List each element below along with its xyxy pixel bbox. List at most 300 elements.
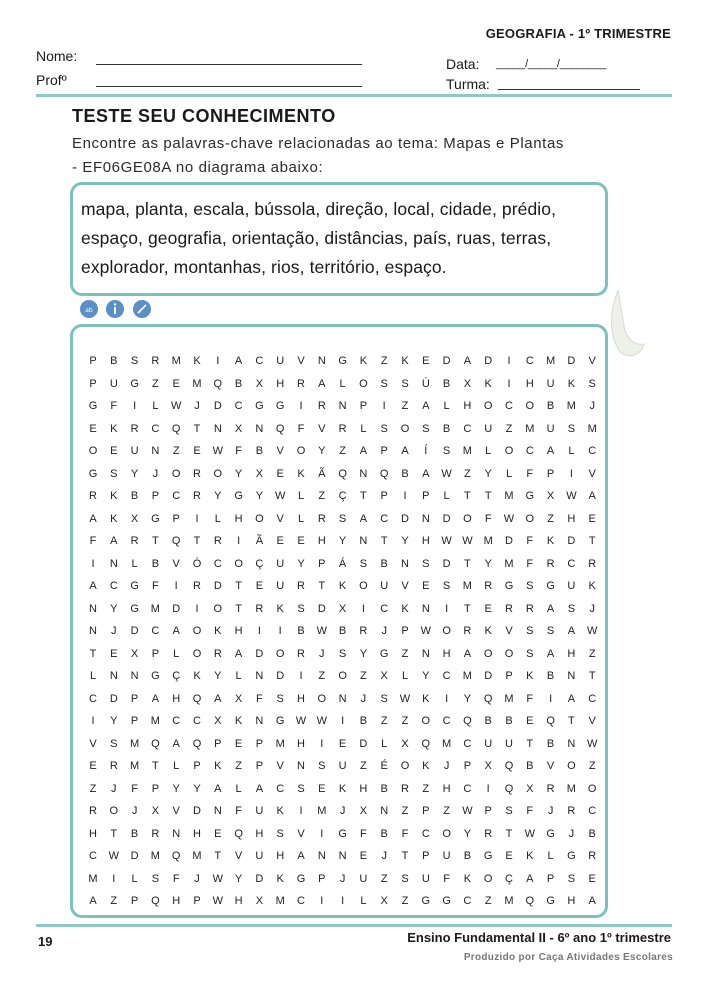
grid-letter[interactable]: B bbox=[359, 715, 368, 727]
grid-letter[interactable]: W bbox=[399, 692, 411, 705]
grid-letter[interactable]: X bbox=[463, 377, 472, 390]
grid-letter[interactable]: L bbox=[339, 377, 346, 390]
grid-letter[interactable]: O bbox=[296, 445, 306, 457]
grid-letter[interactable]: L bbox=[443, 490, 450, 502]
grid-letter[interactable]: C bbox=[442, 670, 451, 682]
grid-letter[interactable]: J bbox=[111, 625, 117, 637]
grid-letter[interactable]: R bbox=[588, 850, 597, 862]
grid-letter[interactable]: M bbox=[192, 850, 202, 862]
grid-letter[interactable]: B bbox=[442, 422, 451, 435]
grid-letter[interactable]: M bbox=[504, 692, 514, 705]
grid-letter[interactable]: T bbox=[464, 490, 471, 502]
grid-letter[interactable]: H bbox=[172, 692, 181, 705]
grid-letter[interactable]: J bbox=[111, 782, 117, 795]
teacher-field-line[interactable] bbox=[96, 86, 362, 87]
grid-letter[interactable]: R bbox=[401, 782, 409, 795]
grid-letter[interactable]: Ó bbox=[192, 557, 202, 570]
grid-letter[interactable]: A bbox=[588, 895, 596, 907]
grid-letter[interactable]: G bbox=[421, 895, 431, 907]
grid-letter[interactable]: E bbox=[297, 535, 305, 547]
grid-letter[interactable]: G bbox=[338, 355, 347, 367]
grid-letter[interactable]: A bbox=[234, 647, 243, 660]
grid-letter[interactable]: Y bbox=[110, 602, 118, 615]
grid-letter[interactable]: N bbox=[338, 400, 347, 412]
grid-letter[interactable]: M bbox=[462, 670, 472, 682]
grid-letter[interactable]: I bbox=[445, 692, 449, 705]
grid-letter[interactable]: L bbox=[173, 647, 180, 660]
grid-letter[interactable]: S bbox=[110, 467, 118, 480]
grid-letter[interactable]: O bbox=[88, 445, 98, 457]
grid-letter[interactable]: L bbox=[547, 850, 554, 862]
grid-letter[interactable]: O bbox=[525, 512, 535, 525]
grid-letter[interactable]: C bbox=[588, 445, 597, 457]
grid-letter[interactable]: V bbox=[172, 805, 180, 817]
grid-letter[interactable]: P bbox=[255, 760, 264, 772]
grid-letter[interactable]: K bbox=[546, 535, 555, 547]
grid-letter[interactable]: U bbox=[359, 872, 368, 885]
grid-letter[interactable]: R bbox=[567, 805, 576, 817]
grid-letter[interactable]: C bbox=[525, 355, 534, 367]
grid-letter[interactable]: J bbox=[194, 400, 200, 412]
grid-letter[interactable]: U bbox=[255, 850, 264, 862]
grid-letter[interactable]: D bbox=[567, 535, 576, 547]
grid-letter[interactable]: E bbox=[172, 377, 180, 390]
grid-letter[interactable]: T bbox=[214, 850, 222, 862]
grid-letter[interactable]: Y bbox=[463, 827, 472, 840]
grid-letter[interactable]: X bbox=[234, 422, 243, 435]
grid-letter[interactable]: Q bbox=[213, 377, 223, 390]
grid-letter[interactable]: P bbox=[318, 872, 326, 885]
grid-letter[interactable]: I bbox=[91, 715, 95, 727]
grid-letter[interactable]: M bbox=[150, 850, 160, 862]
grid-letter[interactable]: Z bbox=[443, 805, 450, 817]
grid-letter[interactable]: Y bbox=[234, 467, 243, 480]
grid-letter[interactable]: H bbox=[463, 400, 472, 412]
grid-letter[interactable]: E bbox=[89, 760, 97, 772]
grid-letter[interactable]: B bbox=[380, 557, 388, 570]
grid-letter[interactable]: C bbox=[463, 895, 472, 907]
grid-letter[interactable]: A bbox=[214, 782, 222, 795]
grid-letter[interactable]: O bbox=[359, 377, 368, 390]
grid-letter[interactable]: X bbox=[255, 377, 264, 390]
grid-letter[interactable]: S bbox=[442, 580, 451, 592]
grid-letter[interactable]: Y bbox=[234, 872, 243, 885]
grid-letter[interactable]: N bbox=[567, 670, 576, 682]
grid-letter[interactable]: H bbox=[317, 535, 326, 547]
grid-letter[interactable]: I bbox=[486, 782, 490, 795]
grid-letter[interactable]: M bbox=[150, 715, 160, 727]
grid-letter[interactable]: U bbox=[380, 580, 389, 592]
grid-letter[interactable]: Q bbox=[234, 827, 243, 840]
grid-letter[interactable]: K bbox=[110, 490, 118, 502]
grid-letter[interactable]: Y bbox=[255, 490, 264, 502]
grid-letter[interactable]: X bbox=[401, 737, 409, 750]
grid-letter[interactable]: I bbox=[320, 737, 324, 750]
grid-letter[interactable]: P bbox=[546, 872, 555, 885]
grid-letter[interactable]: N bbox=[421, 647, 430, 660]
grid-letter[interactable]: G bbox=[255, 400, 264, 412]
grid-letter[interactable]: Z bbox=[318, 490, 326, 502]
grid-letter[interactable]: R bbox=[109, 760, 118, 772]
grid-letter[interactable]: S bbox=[380, 422, 388, 435]
grid-letter[interactable]: Q bbox=[171, 535, 181, 547]
grid-letter[interactable]: W bbox=[441, 535, 452, 547]
grid-letter[interactable]: J bbox=[319, 647, 325, 660]
grid-letter[interactable]: C bbox=[463, 422, 472, 435]
grid-letter[interactable]: P bbox=[380, 490, 388, 502]
grid-letter[interactable]: A bbox=[172, 625, 180, 637]
grid-letter[interactable]: M bbox=[192, 377, 202, 390]
grid-letter[interactable]: Y bbox=[463, 692, 472, 705]
grid-letter[interactable]: G bbox=[567, 850, 576, 862]
grid-letter[interactable]: L bbox=[297, 512, 305, 525]
grid-letter[interactable]: W bbox=[566, 490, 577, 502]
grid-letter[interactable]: S bbox=[567, 422, 576, 435]
grid-letter[interactable]: Í bbox=[424, 445, 428, 457]
grid-letter[interactable]: D bbox=[213, 400, 222, 412]
grid-letter[interactable]: F bbox=[110, 400, 118, 412]
grid-letter[interactable]: E bbox=[588, 512, 596, 525]
grid-letter[interactable]: M bbox=[587, 422, 597, 435]
grid-letter[interactable]: B bbox=[151, 557, 160, 570]
grid-letter[interactable]: T bbox=[380, 535, 388, 547]
grid-letter[interactable]: P bbox=[89, 355, 97, 367]
grid-letter[interactable]: S bbox=[422, 422, 430, 435]
grid-letter[interactable]: Z bbox=[339, 445, 346, 457]
grid-letter[interactable]: T bbox=[464, 602, 471, 615]
grid-letter[interactable]: X bbox=[130, 647, 139, 660]
grid-letter[interactable]: U bbox=[546, 377, 555, 390]
grid-letter[interactable]: L bbox=[443, 400, 450, 412]
grid-letter[interactable]: P bbox=[359, 400, 368, 412]
grid-letter[interactable]: K bbox=[276, 805, 284, 817]
grid-letter[interactable]: W bbox=[316, 715, 327, 727]
grid-letter[interactable]: R bbox=[193, 467, 201, 480]
grid-letter[interactable]: Z bbox=[401, 805, 409, 817]
grid-letter[interactable]: I bbox=[299, 805, 303, 817]
grid-letter[interactable]: P bbox=[172, 512, 180, 525]
grid-letter[interactable]: Y bbox=[422, 670, 430, 682]
grid-letter[interactable]: F bbox=[526, 692, 534, 705]
grid-letter[interactable]: A bbox=[463, 647, 472, 660]
grid-letter[interactable]: G bbox=[546, 895, 555, 907]
grid-letter[interactable]: M bbox=[317, 805, 327, 817]
grid-letter[interactable]: P bbox=[505, 670, 513, 682]
grid-letter[interactable]: Ç bbox=[505, 872, 513, 885]
grid-letter[interactable]: G bbox=[88, 467, 98, 480]
grid-letter[interactable]: O bbox=[525, 400, 535, 412]
grid-letter[interactable]: Q bbox=[151, 737, 160, 750]
grid-letter[interactable]: X bbox=[255, 467, 264, 480]
grid-letter[interactable]: T bbox=[464, 557, 471, 570]
grid-letter[interactable]: Z bbox=[422, 782, 430, 795]
grid-letter[interactable]: G bbox=[234, 490, 243, 502]
grid-letter[interactable]: X bbox=[380, 670, 388, 682]
grid-letter[interactable]: X bbox=[151, 805, 160, 817]
grid-letter[interactable]: K bbox=[567, 377, 576, 390]
grid-letter[interactable]: N bbox=[567, 737, 576, 750]
grid-letter[interactable]: P bbox=[151, 782, 160, 795]
grid-letter[interactable]: H bbox=[172, 895, 181, 907]
grid-letter[interactable]: A bbox=[172, 737, 180, 750]
grid-letter[interactable]: K bbox=[588, 580, 596, 592]
grid-letter[interactable]: O bbox=[275, 647, 285, 660]
grid-letter[interactable]: B bbox=[338, 625, 347, 637]
grid-letter[interactable]: C bbox=[89, 692, 97, 705]
grid-letter[interactable]: Y bbox=[318, 445, 326, 457]
grid-letter[interactable]: I bbox=[361, 602, 365, 615]
grid-letter[interactable]: O bbox=[234, 557, 243, 570]
grid-letter[interactable]: O bbox=[338, 670, 347, 682]
grid-letter[interactable]: G bbox=[151, 670, 160, 682]
grid-letter[interactable]: Y bbox=[130, 467, 139, 480]
grid-letter[interactable]: Y bbox=[110, 715, 118, 727]
grid-letter[interactable]: R bbox=[546, 557, 555, 570]
grid-letter[interactable]: P bbox=[380, 445, 388, 457]
grid-letter[interactable]: N bbox=[338, 692, 347, 705]
grid-letter[interactable]: V bbox=[318, 422, 326, 435]
grid-letter[interactable]: P bbox=[130, 895, 139, 907]
grid-letter[interactable]: T bbox=[152, 535, 159, 547]
grid-letter[interactable]: F bbox=[152, 580, 159, 592]
grid-letter[interactable]: J bbox=[194, 872, 200, 885]
grid-letter[interactable]: B bbox=[380, 827, 388, 840]
grid-letter[interactable]: I bbox=[195, 512, 199, 525]
grid-letter[interactable]: S bbox=[567, 602, 576, 615]
grid-letter[interactable]: I bbox=[341, 895, 345, 907]
grid-letter[interactable]: K bbox=[110, 512, 118, 525]
grid-letter[interactable]: P bbox=[546, 467, 555, 480]
grid-letter[interactable]: L bbox=[173, 760, 180, 772]
grid-letter[interactable]: C bbox=[109, 580, 118, 592]
grid-letter[interactable]: G bbox=[275, 715, 285, 727]
grid-letter[interactable]: C bbox=[172, 490, 181, 502]
grid-letter[interactable]: T bbox=[484, 490, 492, 502]
grid-letter[interactable]: R bbox=[484, 580, 493, 592]
grid-letter[interactable]: U bbox=[546, 422, 555, 435]
grid-letter[interactable]: N bbox=[109, 670, 118, 682]
grid-letter[interactable]: U bbox=[338, 760, 347, 772]
grid-letter[interactable]: C bbox=[89, 850, 97, 862]
grid-letter[interactable]: N bbox=[172, 827, 181, 840]
grid-letter[interactable]: H bbox=[567, 512, 576, 525]
grid-letter[interactable]: H bbox=[567, 895, 576, 907]
grid-letter[interactable]: O bbox=[567, 760, 576, 772]
grid-letter[interactable]: A bbox=[110, 535, 118, 547]
grid-letter[interactable]: M bbox=[504, 895, 514, 907]
grid-letter[interactable]: D bbox=[442, 512, 451, 525]
grid-letter[interactable]: Z bbox=[401, 895, 409, 907]
grid-letter[interactable]: X bbox=[130, 512, 139, 525]
grid-letter[interactable]: Z bbox=[110, 895, 118, 907]
grid-letter[interactable]: G bbox=[151, 512, 160, 525]
grid-letter[interactable]: W bbox=[316, 625, 327, 637]
grid-letter[interactable]: Z bbox=[547, 512, 554, 525]
grid-letter[interactable]: O bbox=[483, 400, 493, 412]
grid-letter[interactable]: H bbox=[89, 827, 97, 840]
grid-letter[interactable]: Q bbox=[421, 737, 431, 750]
grid-letter[interactable]: V bbox=[588, 355, 596, 367]
grid-letter[interactable]: C bbox=[463, 782, 472, 795]
grid-letter[interactable]: M bbox=[462, 445, 472, 457]
grid-letter[interactable]: W bbox=[441, 467, 452, 480]
grid-letter[interactable]: M bbox=[546, 355, 556, 367]
grid-letter[interactable]: Q bbox=[171, 850, 181, 862]
grid-letter[interactable]: Y bbox=[193, 782, 201, 795]
grid-letter[interactable]: J bbox=[381, 850, 387, 862]
grid-letter[interactable]: Ú bbox=[421, 377, 430, 390]
grid-letter[interactable]: U bbox=[567, 580, 576, 592]
grid-letter[interactable]: Z bbox=[401, 400, 409, 412]
grid-letter[interactable]: O bbox=[442, 625, 451, 637]
grid-letter[interactable]: N bbox=[255, 422, 264, 435]
grid-letter[interactable]: Z bbox=[235, 760, 242, 772]
grid-letter[interactable]: G bbox=[546, 580, 555, 592]
grid-letter[interactable]: E bbox=[318, 782, 326, 795]
grid-letter[interactable]: B bbox=[401, 467, 409, 480]
grid-letter[interactable]: B bbox=[130, 490, 139, 502]
grid-letter[interactable]: I bbox=[91, 557, 95, 570]
grid-letter[interactable]: I bbox=[174, 580, 178, 592]
grid-letter[interactable]: N bbox=[89, 602, 97, 615]
grid-letter[interactable]: K bbox=[338, 580, 347, 592]
grid-letter[interactable]: D bbox=[359, 737, 368, 750]
grid-letter[interactable]: U bbox=[276, 557, 285, 570]
grid-letter[interactable]: K bbox=[297, 467, 305, 480]
grid-letter[interactable]: O bbox=[359, 580, 368, 592]
grid-letter[interactable]: B bbox=[234, 377, 243, 390]
date-field[interactable]: _____/_____/________ bbox=[496, 58, 607, 70]
grid-letter[interactable]: L bbox=[131, 872, 138, 885]
grid-letter[interactable]: K bbox=[234, 715, 243, 727]
grid-letter[interactable]: Z bbox=[152, 377, 159, 390]
grid-letter[interactable]: P bbox=[422, 805, 430, 817]
grid-letter[interactable]: J bbox=[547, 805, 554, 817]
grid-letter[interactable]: W bbox=[170, 400, 182, 412]
grid-letter[interactable]: Q bbox=[192, 737, 202, 750]
grid-letter[interactable]: P bbox=[318, 557, 326, 570]
grid-letter[interactable]: L bbox=[89, 670, 97, 682]
grid-letter[interactable]: S bbox=[338, 647, 347, 660]
grid-letter[interactable]: N bbox=[297, 760, 305, 772]
grid-letter[interactable]: H bbox=[193, 827, 201, 840]
grid-letter[interactable]: F bbox=[89, 535, 97, 547]
grid-letter[interactable]: D bbox=[442, 557, 451, 570]
grid-letter[interactable]: M bbox=[150, 602, 160, 615]
grid-letter[interactable]: A bbox=[463, 355, 472, 367]
grid-letter[interactable]: M bbox=[462, 580, 472, 592]
grid-letter[interactable]: N bbox=[359, 467, 368, 480]
grid-letter[interactable]: R bbox=[546, 782, 555, 795]
grid-letter[interactable]: C bbox=[213, 557, 222, 570]
grid-letter[interactable]: A bbox=[89, 580, 97, 592]
grid-letter[interactable]: R bbox=[588, 557, 597, 570]
grid-letter[interactable]: S bbox=[442, 445, 451, 457]
grid-letter[interactable]: T bbox=[235, 602, 242, 615]
grid-letter[interactable]: U bbox=[484, 422, 493, 435]
grid-letter[interactable]: L bbox=[568, 445, 575, 457]
grid-letter[interactable]: W bbox=[295, 715, 307, 727]
grid-letter[interactable]: Z bbox=[360, 760, 367, 772]
grid-letter[interactable]: V bbox=[276, 760, 284, 772]
grid-letter[interactable]: Z bbox=[588, 647, 596, 660]
grid-letter[interactable]: H bbox=[525, 377, 534, 390]
grid-letter[interactable]: S bbox=[380, 692, 388, 705]
grid-letter[interactable]: O bbox=[213, 467, 223, 480]
grid-letter[interactable]: N bbox=[130, 670, 139, 682]
grid-letter[interactable]: C bbox=[463, 737, 472, 750]
grid-letter[interactable]: W bbox=[108, 850, 119, 862]
grid-letter[interactable]: G bbox=[130, 377, 139, 390]
grid-letter[interactable]: D bbox=[172, 602, 181, 615]
grid-letter[interactable]: Q bbox=[546, 715, 555, 727]
grid-letter[interactable]: G bbox=[483, 850, 493, 862]
grid-letter[interactable]: P bbox=[463, 760, 472, 772]
grid-letter[interactable]: C bbox=[297, 895, 305, 907]
grid-letter[interactable]: L bbox=[401, 670, 409, 682]
grid-letter[interactable]: J bbox=[589, 400, 595, 412]
grid-letter[interactable]: R bbox=[151, 827, 160, 840]
grid-letter[interactable]: H bbox=[297, 737, 305, 750]
grid-letter[interactable]: V bbox=[546, 760, 555, 772]
grid-letter[interactable]: V bbox=[297, 827, 305, 840]
grid-letter[interactable]: W bbox=[274, 490, 286, 502]
grid-letter[interactable]: Y bbox=[484, 467, 492, 480]
grid-letter[interactable]: H bbox=[234, 512, 243, 525]
grid-letter[interactable]: P bbox=[89, 377, 97, 390]
grid-letter[interactable]: U bbox=[109, 377, 118, 390]
grid-letter[interactable]: J bbox=[360, 692, 367, 705]
grid-letter[interactable]: N bbox=[89, 625, 97, 637]
edit-icon[interactable] bbox=[133, 300, 151, 318]
grid-letter[interactable]: S bbox=[297, 602, 305, 615]
grid-letter[interactable]: X bbox=[255, 895, 264, 907]
grid-letter[interactable]: C bbox=[380, 602, 389, 615]
grid-letter[interactable]: C bbox=[234, 400, 243, 412]
grid-letter[interactable]: W bbox=[212, 895, 223, 907]
grid-letter[interactable]: G bbox=[88, 400, 98, 412]
grid-letter[interactable]: M bbox=[88, 872, 98, 885]
grid-letter[interactable]: N bbox=[213, 805, 222, 817]
grid-letter[interactable]: V bbox=[588, 715, 596, 727]
grid-letter[interactable]: E bbox=[193, 445, 201, 457]
grid-letter[interactable]: D bbox=[213, 580, 222, 592]
grid-letter[interactable]: Y bbox=[297, 557, 305, 570]
grid-letter[interactable]: R bbox=[151, 355, 160, 367]
grid-letter[interactable]: L bbox=[235, 782, 242, 795]
grid-letter[interactable]: S bbox=[297, 782, 305, 795]
grid-letter[interactable]: S bbox=[151, 872, 160, 885]
grid-letter[interactable]: C bbox=[505, 400, 513, 412]
grid-letter[interactable]: L bbox=[381, 737, 388, 750]
grid-letter[interactable]: O bbox=[213, 602, 223, 615]
grid-letter[interactable]: S bbox=[110, 737, 118, 750]
grid-letter[interactable]: Y bbox=[172, 782, 180, 795]
grid-letter[interactable]: L bbox=[152, 400, 159, 412]
grid-letter[interactable]: T bbox=[152, 760, 159, 772]
grid-letter[interactable]: Ç bbox=[255, 557, 264, 570]
grid-letter[interactable]: Q bbox=[483, 692, 493, 705]
grid-letter[interactable]: C bbox=[588, 805, 597, 817]
grid-letter[interactable]: G bbox=[130, 580, 139, 592]
grid-letter[interactable]: F bbox=[172, 872, 180, 885]
grid-letter[interactable]: L bbox=[485, 445, 492, 457]
grid-letter[interactable]: P bbox=[193, 895, 201, 907]
grid-letter[interactable]: R bbox=[359, 625, 368, 637]
grid-letter[interactable]: R bbox=[255, 602, 264, 615]
grid-letter[interactable]: M bbox=[483, 535, 493, 547]
grid-letter[interactable]: Q bbox=[151, 895, 160, 907]
